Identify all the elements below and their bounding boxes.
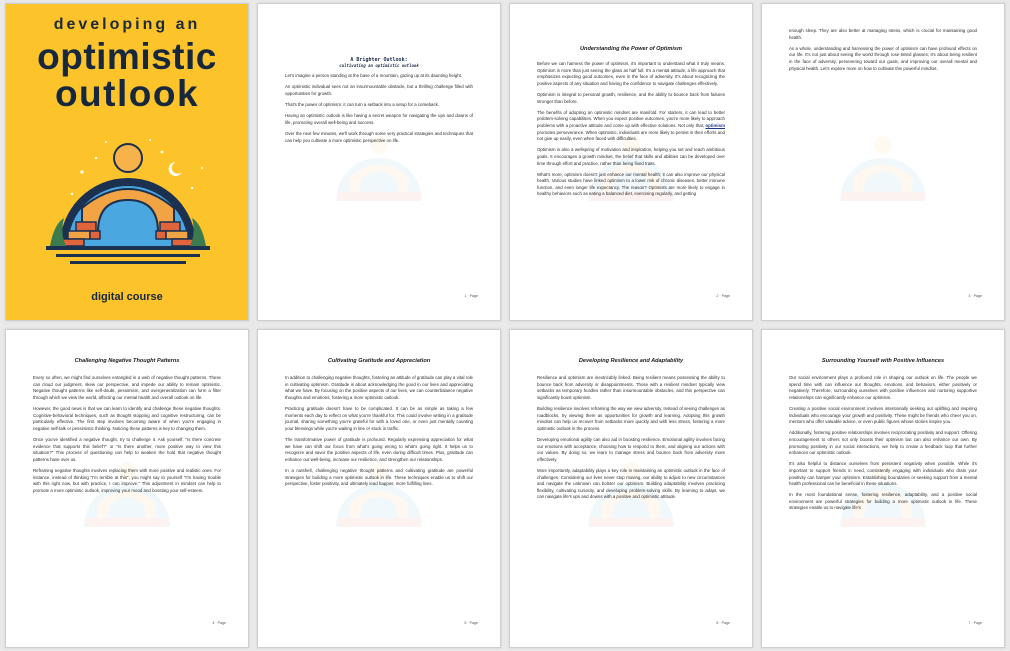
page-body — [789, 375, 977, 517]
paragraph: enough sleep. They are also better at managing stress, which is crucial for maintaining good health. — [789, 28, 977, 40]
paragraph: Let's imagine a person standing at the base of a mountain, gazing up at its daunting height. — [285, 73, 463, 78]
page-body — [285, 73, 473, 149]
document-page-3[interactable] — [761, 3, 1005, 321]
paragraph: Building resilience involves reframing the way we view adversity. Instead of seeing challenges as roadblocks, try viewing them as opportunities for growth and learning. Adopting this growth mindset can help us recover from setbacks more quickly and with less stress, fostering a more optimistic outlook in the process. — [537, 405, 725, 431]
paragraph: Once you've identified a negative thought, try to challenge it. Ask yourself, "Is there concrete evidence that supports this belief?" or "Is there another, more positive way to view this situation?" This process of questioning can help to weaken the hold that negative thought patterns have over us. — [33, 436, 221, 462]
paragraph — [537, 110, 725, 143]
paragraph: The transformative power of gratitude is profound. Regularly expressing appreciation for what we have can shift our focus from what's going wrong to what's going right. It helps us to recognize and savor the positive aspects of life, even during difficult times. Plus, gratitude can enhance our well-being, increase our resilience, and strengthen our relationships. — [285, 436, 473, 462]
highlighted-word: optimism — [705, 122, 725, 128]
page-subtitle: cultivating an optimistic outlook — [339, 63, 419, 68]
paragraph: Before we can harness the power of optimism, it's important to understand what it truly means. Optimism is more than just seeing the glass as half full. It's a mental attitude, a life approach that emphasizes expecting good outcomes, even in the face of adversity. It's about recognizing the positive aspects of any situation and having the confidence to navigate challenges effectively. — [537, 61, 725, 86]
page-body — [33, 375, 221, 499]
paragraph: Having an optimistic outlook is like having a secret weapon for navigating the ups and downs of life, promoting overall well-being and success. — [285, 113, 473, 125]
cover-title-line-2: outlook — [54, 73, 200, 114]
paragraph: Additionally, fostering positive relationships involves reciprocating positivity and support. Offering encouragement to others not only boosts their optimism but can also enhance our own. By promoting positivity in our social interactions, we help to create a feedback loop that further enhances our optimistic outlook. — [789, 430, 977, 456]
paragraph: Resilience and optimism are inextricably linked. Being resilient means possessing the ability to bounce back from adversity or disappointments. Those with a resilient mindset typically view setbacks as temporary hurdles rather than insurmountable obstacles, and this perspective can significantly boost optimism. — [537, 375, 725, 400]
cover-illustration — [42, 128, 214, 270]
document-page-4[interactable] — [5, 329, 249, 648]
section-heading: Surrounding Yourself with Positive Influences — [821, 358, 945, 364]
paragraph: Optimism is also a wellspring of motivation and inspiration, helping you set and reach ambitious goals. It encourages a growth mindset, the belief that skills and abilities can be developed over time through effort and practice, rather than being fixed traits. — [537, 147, 725, 166]
paragraph-text: promotes perseverance. When optimistic, individuals are more likely to persist in their efforts and not give up easily, even when faced with difficulties. — [537, 129, 725, 142]
paragraph: Our social environment plays a profound role in shaping our outlook on life. The people we spend time with can influence our thoughts, emotions, and behaviors, either positively or negatively. Therefore, surrounding ourselves with positive influences and nurturing supportive relationships can significantly enhance our optimism. — [789, 375, 977, 400]
paragraph: Developing emotional agility can also aid in boosting resilience. Emotional agility involves facing our emotions with acceptance, choosing how to respond to them, and aligning our actions with our values. By doing so, we learn to manage stress and bounce back from adversity more effectively. — [537, 436, 725, 462]
page-number: 7 · Page — [968, 621, 982, 625]
cover-subtitle: developing an — [53, 16, 201, 33]
paragraph: What's more, optimism doesn't just enhance our mental health; it can also improve our physical health. Various studies have linked optimism to a lower risk of chronic diseases, better immune function, and even longer life expectancy. The reason? Optimists are more likely to engage in healthy behaviors such as eating a balanced diet, exercising regularly, and getting — [537, 171, 725, 197]
page-body — [537, 375, 725, 505]
document-page-2[interactable] — [509, 3, 753, 321]
paragraph: In a nutshell, challenging negative thought patterns and cultivating gratitude are powerful strategies for building a more optimistic outlook in life. These techniques enable us to shift our perspective, foster positivity, and ultimately lead happier, more fulfilling lives. — [285, 467, 473, 487]
page-body — [537, 61, 725, 203]
document-page-7[interactable] — [761, 329, 1005, 648]
page-number: 5 · Page — [464, 621, 478, 625]
paragraph: Reframing negative thoughts involves replacing them with more positive and realistic ones. For instance, instead of thinking "I'm terrible at this", you might say to yourself "I'm having trouble with this right now, but with practice, I can improve." This adjustment in mindset can help to promote a more optimistic outlook, improving your mood and boosting your self-esteem. — [33, 467, 221, 493]
paragraph: Optimism is integral to personal growth, resilience, and the ability to bounce back from failures stronger than before. — [537, 91, 725, 104]
paragraph: Practicing gratitude doesn't have to be complicated. It can be as simple as taking a few moments each day to reflect on what you're thankful for. This could involve writing in a gratitude journal, sharing something you're grateful for with a loved one, or even just mentally counting your blessings while you're waiting in line or stuck in traffic. — [285, 405, 473, 431]
document-page-6[interactable] — [509, 329, 753, 648]
paragraph: That's the power of optimism: it can turn a setback into a setup for a comeback. — [285, 101, 440, 107]
paragraph: As a whole, understanding and harnessing the power of optimism can have profound effects on our life. It's not just about seeing the world through rose-tinted glasses; it's about being resilient in the face of adversity, persevering toward our goals, and improving our overall mental and physical health. Let's explore more on how to cultivate this powerful mindset. — [789, 45, 977, 71]
section-heading: Challenging Negative Thought Patterns — [74, 358, 180, 364]
paragraph: Creating a positive social environment involves intentionally seeking out uplifting and inspiring individuals who encourage your growth and positivity. These might be friends who cheer you on, mentors who offer valuable advice, or even public figures whose stories inspire you. — [789, 405, 977, 425]
page-body — [789, 28, 977, 77]
section-heading: Understanding the Power of Optimism — [580, 46, 682, 52]
paragraph-text: The benefits of adopting an optimistic mindset are manifold. For starters, it can lead to better problem-solving capabilities. When you expect positive outcomes, you're more likely to approach problems with a proactive attitude and come up with effective solutions. Not only that, — [537, 109, 725, 128]
paragraph: However, the good news is that we can learn to identify and challenge these negative thoughts. Cognitive-behavioral techniques, such as thought stopping and cognitive restructuring, can be particularly effective. The first step involves becoming aware of when you're engaging in negative self-talk or pessimistic thinking. Noticing these patterns is key to changing them. — [33, 405, 221, 431]
paragraph: In the most foundational sense, fostering resilience, adaptability, and a positive social environment are powerful strategies for building a more optimistic outlook in life. These strategies enable us to navigate life's — [789, 492, 977, 511]
section-heading: Developing Resilience and Adaptability — [578, 358, 684, 364]
watermark-illustration — [828, 126, 938, 216]
paragraph: In addition to challenging negative thoughts, fostering an attitude of gratitude can play a vital role in cultivating optimism. Gratitude is about acknowledging the good in our lives and appreciating what we have. By focusing on the positive aspects of our lives, we can counterbalance negative thoughts and emotions, fostering a more optimistic outlook. — [285, 375, 473, 400]
paragraph: An optimistic individual sees not an insurmountable obstacle, but a thrilling challenge filled with opportunities for growth. — [285, 84, 473, 96]
paragraph: Over the next few minutes, we'll work through some very practical strategies and techniques that can help you cultivate a more optimistic perspective on life. — [285, 130, 473, 143]
page-number: 6 · Page — [716, 621, 730, 625]
cover-title-line-1: optimistic — [37, 36, 217, 77]
page-title: A Brighter Outlook: — [350, 57, 408, 63]
document-page-1[interactable] — [257, 3, 501, 321]
page-body — [285, 375, 473, 492]
section-heading: Cultivating Gratitude and Appreciation — [327, 358, 431, 364]
cover-page[interactable] — [5, 3, 249, 321]
page-number: 2 · Page — [716, 294, 730, 298]
paragraph: More importantly, adaptability plays a key role in maintaining an optimistic outlook in the face of challenges. Considering our lives never stop moving, our ability to adjust to new circumstances and navigate the unknown can bolster our optimism. Building adaptability involves practicing flexibility, cultivating curiosity, and developing problem-solving skills. By learning to adapt, we can navigate life's ups and downs with a positive and optimistic attitude. — [537, 467, 725, 500]
page-number: 3 · Page — [968, 294, 982, 298]
page-number: 1 · Page — [464, 294, 478, 298]
page-number: 4 · Page — [212, 621, 226, 625]
paragraph: It's also helpful to distance ourselves from persistent negativity when possible. While it's important to support friends in need, consistently engaging with individuals who drain your positivity can hamper your optimism. Establishing boundaries or seeking support from a mental health professional can be beneficial in these situations. — [789, 461, 977, 487]
paragraph: Every so often, we might find ourselves entangled in a web of negative thought patterns. These can cloud our judgment, skew our perspective, and impede our ability to remain optimistic. Negative thought patterns like self-doubt, pessimism, and overgeneralization can form a filter through which we view the world, affecting our mental health and overall outlook on life. — [33, 375, 221, 400]
cover-footer: digital course — [91, 291, 163, 303]
document-page-5[interactable] — [257, 329, 501, 648]
